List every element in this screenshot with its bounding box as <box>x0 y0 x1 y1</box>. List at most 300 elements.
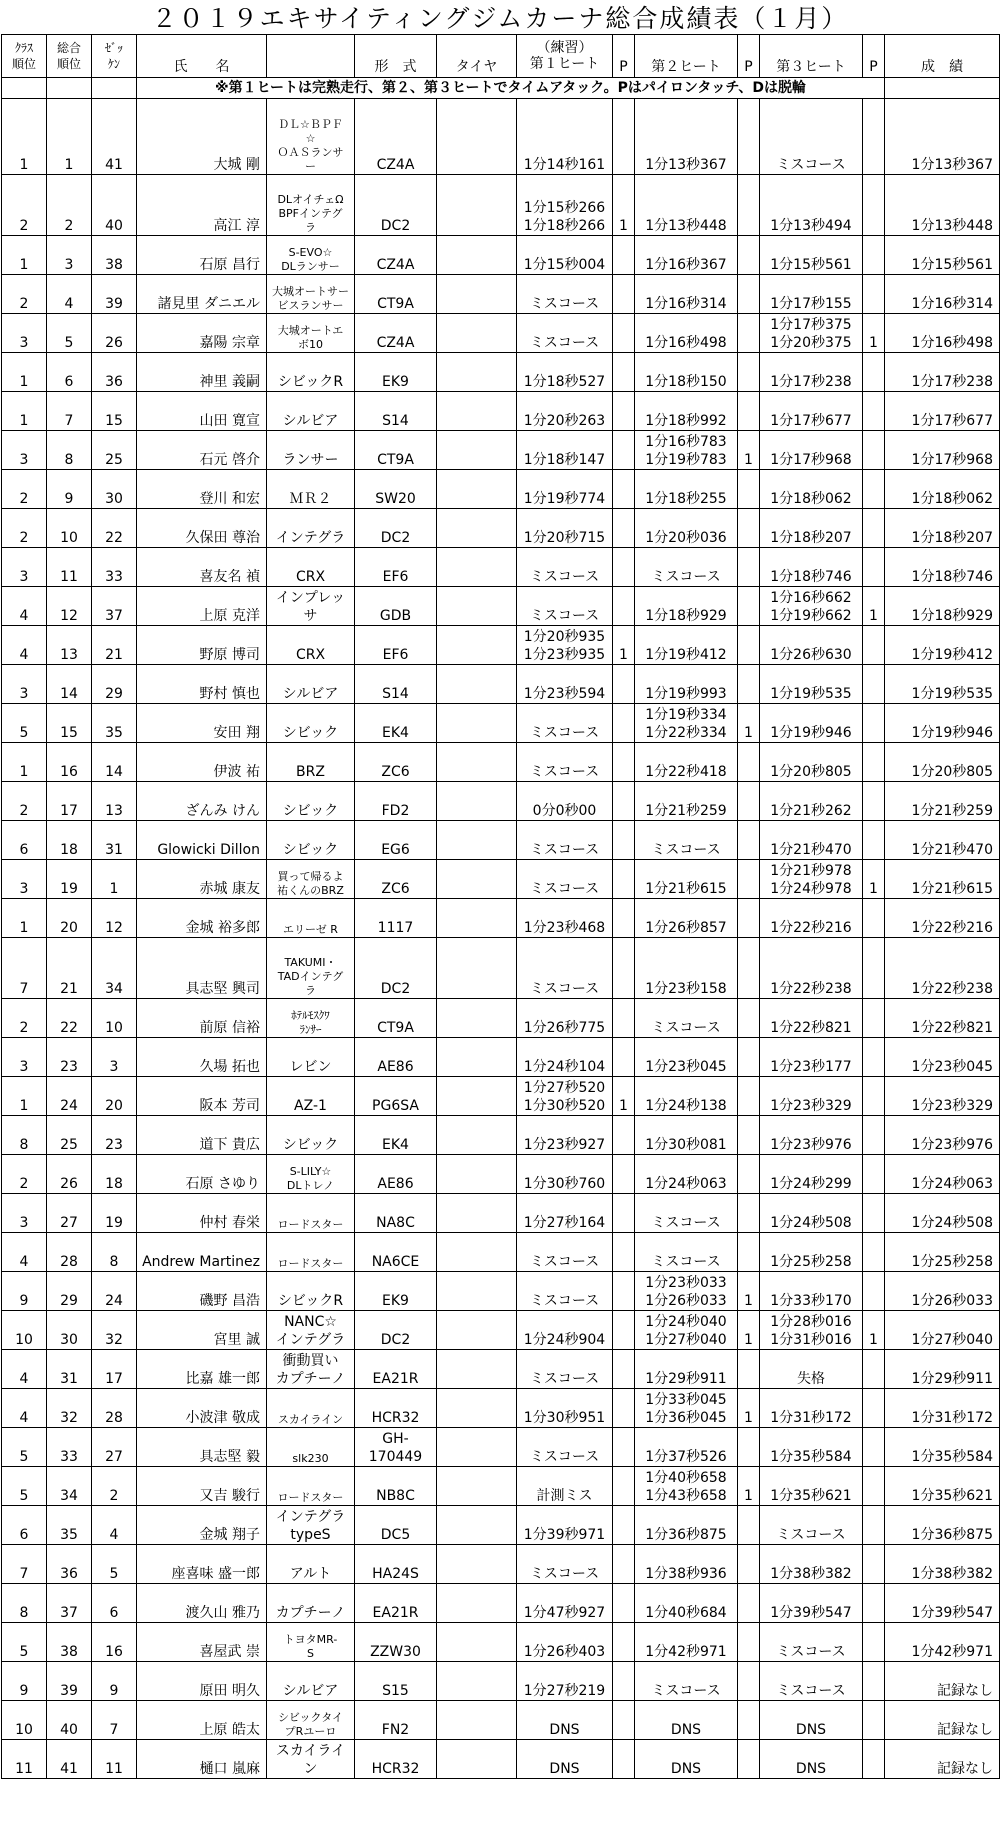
class-rank-cell: 10 <box>2 1311 47 1350</box>
result-cell: 記録なし <box>885 1662 1000 1701</box>
pylon3-cell <box>863 1701 885 1740</box>
header-p2: P <box>738 35 760 78</box>
note-spacer-2 <box>47 78 92 99</box>
heat3-cell <box>760 1506 863 1545</box>
car-number-cell: 37 <box>92 587 137 626</box>
tire-cell <box>437 1038 517 1077</box>
heat2-cell <box>635 1350 738 1389</box>
table-row <box>2 1194 1000 1233</box>
team-car-cell-line: CRX <box>295 647 326 663</box>
pylon1-cell <box>613 1506 635 1545</box>
result-cell: 1分16秒498 <box>885 314 1000 353</box>
pylon1-cell <box>613 821 635 860</box>
overall-rank-cell: 34 <box>47 1467 92 1506</box>
driver-name-cell: 喜友名 禎 <box>137 548 267 587</box>
pylon1-cell <box>613 1038 635 1077</box>
team-car-cell <box>267 275 355 314</box>
model-code-cell-line: HCR32 <box>371 1761 420 1777</box>
driver-name-cell: 阪本 芳司 <box>137 1077 267 1116</box>
heat1-cell <box>517 236 613 275</box>
car-number-cell: 20 <box>92 1077 137 1116</box>
header-model: 形 式 <box>355 35 437 78</box>
heat1-cell-line: 1分27秒164 <box>523 1215 606 1231</box>
heat1-cell <box>517 1740 613 1779</box>
team-car-cell <box>267 392 355 431</box>
table-row <box>2 1155 1000 1194</box>
driver-name-cell: 比嘉 雄一郎 <box>137 1350 267 1389</box>
heat3-cell <box>760 587 863 626</box>
overall-rank-cell: 4 <box>47 275 92 314</box>
heat2-cell-line: 1分21秒615 <box>645 881 727 897</box>
heat2-cell <box>635 1077 738 1116</box>
heat3-cell-line: 1分33秒170 <box>770 1293 852 1309</box>
result-cell: 1分42秒971 <box>885 1623 1000 1662</box>
tire-cell <box>437 99 517 175</box>
table-row <box>2 1428 1000 1467</box>
heat3-cell-line: 1分20秒375 <box>770 335 852 351</box>
model-code-cell-line: GH- <box>382 1431 409 1447</box>
heat2-cell <box>635 782 738 821</box>
overall-rank-cell: 26 <box>47 1155 92 1194</box>
pylon2-cell <box>738 1428 760 1467</box>
heat3-cell-line: 1分16秒662 <box>770 590 852 606</box>
model-code-cell <box>355 236 437 275</box>
team-car-cell <box>267 1311 355 1350</box>
team-car-cell-line: ロードスター <box>277 1257 344 1270</box>
page-title: ２０１９エキサイティングジムカーナ総合成績表（１月） <box>151 4 849 33</box>
class-rank-cell: 1 <box>2 743 47 782</box>
table-row <box>2 1740 1000 1779</box>
model-code-cell-line: HCR32 <box>371 1410 420 1426</box>
heat2-cell-line: 1分18秒255 <box>645 491 727 507</box>
pylon1-cell <box>613 1584 635 1623</box>
heat1-cell-line: 1分26秒775 <box>523 1020 606 1036</box>
team-car-cell-line: 買って帰るよ <box>277 870 344 883</box>
heat2-cell-line: DNS <box>670 1722 702 1738</box>
pylon1-cell <box>613 99 635 175</box>
model-code-cell <box>355 938 437 999</box>
team-car-cell <box>267 1077 355 1116</box>
team-car-cell-line: シルビア <box>282 413 339 429</box>
driver-name-cell: 伊波 祐 <box>137 743 267 782</box>
team-car-cell <box>267 782 355 821</box>
pylon1-cell <box>613 1428 635 1467</box>
overall-rank-cell: 36 <box>47 1545 92 1584</box>
heat2-cell-line: ミスコース <box>651 1683 721 1699</box>
overall-rank-cell: 37 <box>47 1584 92 1623</box>
note-spacer-1 <box>2 78 47 99</box>
pylon1-cell <box>613 999 635 1038</box>
overall-rank-cell: 9 <box>47 470 92 509</box>
class-rank-cell: 5 <box>2 1428 47 1467</box>
result-cell: 1分19秒412 <box>885 626 1000 665</box>
heat1-cell-line: ミスコース <box>529 608 600 624</box>
tire-cell <box>437 1350 517 1389</box>
heat3-cell <box>760 665 863 704</box>
heat1-cell <box>517 821 613 860</box>
overall-rank-cell: 27 <box>47 1194 92 1233</box>
result-cell: 1分23秒329 <box>885 1077 1000 1116</box>
pylon2-cell <box>738 1194 760 1233</box>
model-code-cell <box>355 1155 437 1194</box>
car-number-cell: 5 <box>92 1545 137 1584</box>
team-car-cell-line: シビックタイ <box>277 1711 344 1724</box>
model-code-cell <box>355 1350 437 1389</box>
overall-rank-cell: 28 <box>47 1233 92 1272</box>
header-class-rank: ｸﾗｽ 順位 <box>2 35 47 78</box>
tire-cell <box>437 353 517 392</box>
heat3-cell <box>760 1740 863 1779</box>
model-code-cell <box>355 704 437 743</box>
pylon2-cell <box>738 99 760 175</box>
tire-cell <box>437 821 517 860</box>
header-heat2: 第２ヒート <box>635 35 738 78</box>
model-code-cell <box>355 1389 437 1428</box>
heat2-cell <box>635 548 738 587</box>
overall-rank-cell: 1 <box>47 99 92 175</box>
result-cell: 1分13秒367 <box>885 99 1000 175</box>
class-rank-cell: 2 <box>2 999 47 1038</box>
team-car-cell-line: ランサー <box>282 452 339 468</box>
heat1-cell <box>517 1350 613 1389</box>
heat2-cell <box>635 626 738 665</box>
heat2-cell <box>635 236 738 275</box>
heat1-cell <box>517 1194 613 1233</box>
class-rank-cell: 6 <box>2 821 47 860</box>
team-car-cell-line: ン <box>303 1761 318 1777</box>
heat3-cell-line: 1分28秒016 <box>770 1314 852 1330</box>
tire-cell <box>437 999 517 1038</box>
heat3-cell <box>760 236 863 275</box>
heat1-cell <box>517 509 613 548</box>
team-car-cell-line: BRZ <box>296 764 325 780</box>
pylon1-cell <box>613 1194 635 1233</box>
team-car-cell <box>267 1701 355 1740</box>
model-code-cell <box>355 175 437 236</box>
heat1-cell <box>517 938 613 999</box>
heat3-cell <box>760 99 863 175</box>
heat3-cell <box>760 1155 863 1194</box>
table-row <box>2 1233 1000 1272</box>
model-code-cell <box>355 821 437 860</box>
model-code-cell-line: S14 <box>382 413 409 429</box>
heat1-cell <box>517 1116 613 1155</box>
heat3-cell <box>760 626 863 665</box>
heat2-cell-line: 1分19秒334 <box>645 707 727 723</box>
result-cell: 1分36秒875 <box>885 1506 1000 1545</box>
tire-cell <box>437 1506 517 1545</box>
heat2-cell <box>635 999 738 1038</box>
car-number-cell: 18 <box>92 1155 137 1194</box>
pylon2-cell: 1 <box>738 1389 760 1428</box>
result-cell: 1分19秒535 <box>885 665 1000 704</box>
pylon3-cell <box>863 1428 885 1467</box>
team-car-cell <box>267 1506 355 1545</box>
heat1-cell-line: 計測ミス <box>536 1488 593 1504</box>
heat2-cell-line: 1分16秒367 <box>645 257 727 273</box>
team-car-cell-line: slk230 <box>292 1452 329 1465</box>
heat2-cell <box>635 938 738 999</box>
model-code-cell <box>355 1038 437 1077</box>
tire-cell <box>437 1116 517 1155</box>
driver-name-cell: 野原 博司 <box>137 626 267 665</box>
team-car-cell-line: ﾎﾃﾙﾓｽｸﾜ <box>291 1009 330 1022</box>
heat1-cell <box>517 1623 613 1662</box>
overall-rank-cell: 38 <box>47 1623 92 1662</box>
pylon1-cell <box>613 1701 635 1740</box>
heat3-cell-line: 1分18秒207 <box>770 530 852 546</box>
heat3-cell-line: 1分23秒329 <box>770 1098 852 1114</box>
heat2-cell <box>635 1233 738 1272</box>
team-car-cell <box>267 626 355 665</box>
car-number-cell: 9 <box>92 1662 137 1701</box>
pylon3-cell <box>863 1467 885 1506</box>
header-heat3: 第３ヒート <box>760 35 863 78</box>
header-number: ｾﾞｯ ｹﾝ <box>92 35 137 78</box>
heat3-cell <box>760 1233 863 1272</box>
heat1-cell-line: 0分0秒00 <box>532 803 597 819</box>
heat3-cell <box>760 899 863 938</box>
heat3-cell-line: ミスコース <box>776 1683 846 1699</box>
tire-cell <box>437 236 517 275</box>
heat3-cell-line: 1分24秒508 <box>770 1215 852 1231</box>
tire-cell <box>437 470 517 509</box>
heat3-cell <box>760 860 863 899</box>
table-row <box>2 392 1000 431</box>
heat1-cell <box>517 1077 613 1116</box>
heat2-cell <box>635 1272 738 1311</box>
overall-rank-cell: 16 <box>47 743 92 782</box>
heat1-cell <box>517 548 613 587</box>
heat2-cell-line: ミスコース <box>651 1215 721 1231</box>
heat2-cell-line: 1分19秒783 <box>645 452 727 468</box>
model-code-cell-line: AE86 <box>377 1176 414 1192</box>
heat1-cell-line: ミスコース <box>529 842 600 858</box>
table-row <box>2 353 1000 392</box>
class-rank-cell: 10 <box>2 1701 47 1740</box>
pylon2-cell: 1 <box>738 431 760 470</box>
heat1-cell-line: 1分18秒147 <box>523 452 606 468</box>
heat3-cell-line: 1分21秒262 <box>770 803 852 819</box>
result-cell: 1分18秒062 <box>885 470 1000 509</box>
driver-name-cell: 道下 貴広 <box>137 1116 267 1155</box>
car-number-cell: 35 <box>92 704 137 743</box>
note-text: ※第１ヒートは完熟走行、第２、第３ヒートでタイムアタック。Pはパイロンタッチ、Dは脱輪 <box>137 78 885 99</box>
heat2-cell <box>635 1584 738 1623</box>
heat2-cell-line: 1分16秒783 <box>645 434 727 450</box>
heat3-cell-line: 1分26秒630 <box>770 647 852 663</box>
driver-name-cell: 金城 裕多郎 <box>137 899 267 938</box>
overall-rank-cell: 39 <box>47 1662 92 1701</box>
team-car-cell-line: S-EVO☆ <box>288 246 333 259</box>
pylon2-cell: 1 <box>738 1311 760 1350</box>
tire-cell <box>437 1155 517 1194</box>
model-code-cell <box>355 899 437 938</box>
team-car-cell <box>267 1272 355 1311</box>
model-code-cell <box>355 782 437 821</box>
heat1-cell-line: 1分14秒161 <box>523 157 606 173</box>
model-code-cell <box>355 99 437 175</box>
team-car-cell-line: ☆ <box>305 132 316 145</box>
class-rank-cell: 3 <box>2 314 47 353</box>
tire-cell <box>437 587 517 626</box>
heat2-cell-line: 1分23秒033 <box>645 1275 727 1291</box>
result-cell: 1分17秒968 <box>885 431 1000 470</box>
driver-name-cell: 久場 拓也 <box>137 1038 267 1077</box>
class-rank-cell: 11 <box>2 1740 47 1779</box>
heat3-cell <box>760 509 863 548</box>
class-rank-cell: 8 <box>2 1116 47 1155</box>
team-car-cell-line: シビックR <box>277 374 344 390</box>
overall-rank-cell: 23 <box>47 1038 92 1077</box>
class-rank-cell: 4 <box>2 1350 47 1389</box>
heat3-cell <box>760 938 863 999</box>
table-row <box>2 1662 1000 1701</box>
heat2-cell-line: 1分18秒150 <box>645 374 727 390</box>
tire-cell <box>437 548 517 587</box>
heat3-cell <box>760 1389 863 1428</box>
car-number-cell: 26 <box>92 314 137 353</box>
heat2-cell-line: 1分16秒314 <box>645 296 727 312</box>
model-code-cell <box>355 275 437 314</box>
team-car-cell-line: S <box>307 1647 314 1660</box>
heat3-cell-line: 1分22秒216 <box>770 920 852 936</box>
car-number-cell: 16 <box>92 1623 137 1662</box>
heat1-cell-line: ミスコース <box>529 1371 600 1387</box>
model-code-cell-line: CT9A <box>377 452 414 468</box>
team-car-cell <box>267 175 355 236</box>
class-rank-cell: 5 <box>2 1623 47 1662</box>
team-car-cell-line: ＭＲ２ <box>289 491 332 507</box>
result-cell: 1分38秒382 <box>885 1545 1000 1584</box>
heat2-cell <box>635 1662 738 1701</box>
heat3-cell-line: 1分18秒746 <box>770 569 852 585</box>
result-cell: 1分22秒216 <box>885 899 1000 938</box>
overall-rank-cell: 24 <box>47 1077 92 1116</box>
heat1-cell-line: 1分20秒263 <box>523 413 606 429</box>
heat1-cell-line: 1分23秒935 <box>523 647 606 663</box>
heat1-cell <box>517 392 613 431</box>
team-car-cell <box>267 704 355 743</box>
heat1-cell <box>517 314 613 353</box>
overall-rank-cell: 5 <box>47 314 92 353</box>
heat3-cell <box>760 1701 863 1740</box>
pylon2-cell <box>738 314 760 353</box>
heat3-cell-line: 1分19秒535 <box>770 686 852 702</box>
heat1-cell-line: ミスコース <box>529 296 600 312</box>
model-code-cell <box>355 1272 437 1311</box>
heat1-cell-line: 1分30秒520 <box>523 1098 606 1114</box>
result-cell: 1分23秒045 <box>885 1038 1000 1077</box>
class-rank-cell: 1 <box>2 1077 47 1116</box>
pylon1-cell <box>613 392 635 431</box>
pylon3-cell <box>863 431 885 470</box>
heat3-cell-line: 1分23秒177 <box>770 1059 852 1075</box>
heat3-cell-line: 1分17秒375 <box>770 317 852 333</box>
heat3-cell-line: DNS <box>795 1761 827 1777</box>
pylon3-cell <box>863 1545 885 1584</box>
heat1-cell <box>517 1272 613 1311</box>
class-rank-cell: 5 <box>2 1467 47 1506</box>
car-number-cell: 27 <box>92 1428 137 1467</box>
heat1-cell-line: 1分24秒904 <box>523 1332 606 1348</box>
heat3-cell-line: 1分18秒062 <box>770 491 852 507</box>
heat2-cell-line: 1分18秒992 <box>645 413 727 429</box>
pylon2-cell <box>738 938 760 999</box>
heat2-cell-line: 1分24秒138 <box>645 1098 727 1114</box>
heat2-cell-line: 1分33秒045 <box>645 1392 727 1408</box>
heat3-cell-line: 1分35秒621 <box>770 1488 852 1504</box>
heat1-cell-line: 1分18秒527 <box>523 374 606 390</box>
pylon3-cell <box>863 1623 885 1662</box>
heat1-cell <box>517 1506 613 1545</box>
team-car-cell-line: プRユーロ <box>284 1725 337 1738</box>
note-spacer-3 <box>92 78 137 99</box>
tire-cell <box>437 1740 517 1779</box>
heat1-cell-line: DNS <box>549 1722 580 1738</box>
pylon3-cell <box>863 548 885 587</box>
result-cell: 1分31秒172 <box>885 1389 1000 1428</box>
team-car-cell-line: アルト <box>289 1566 332 1582</box>
tire-cell <box>437 1077 517 1116</box>
heat3-cell <box>760 821 863 860</box>
overall-rank-cell: 29 <box>47 1272 92 1311</box>
pylon3-cell <box>863 1155 885 1194</box>
pylon2-cell: 1 <box>738 1467 760 1506</box>
table-row <box>2 99 1000 175</box>
driver-name-cell: 具志堅 興司 <box>137 938 267 999</box>
table-row <box>2 1623 1000 1662</box>
pylon3-cell <box>863 470 885 509</box>
team-car-cell-line: ＤＬ☆ＢＰＦ <box>278 118 343 131</box>
team-car-cell-line: カプチーノ <box>275 1371 346 1387</box>
tire-cell <box>437 1194 517 1233</box>
pylon2-cell <box>738 392 760 431</box>
driver-name-cell: 具志堅 毅 <box>137 1428 267 1467</box>
car-number-cell: 11 <box>92 1740 137 1779</box>
car-number-cell: 3 <box>92 1038 137 1077</box>
pylon1-cell <box>613 548 635 587</box>
pylon3-cell: 1 <box>863 314 885 353</box>
heat2-cell <box>635 314 738 353</box>
pylon3-cell <box>863 1272 885 1311</box>
model-code-cell <box>355 470 437 509</box>
team-car-cell-line: シビック <box>282 725 339 741</box>
team-car-cell <box>267 431 355 470</box>
result-cell: 記録なし <box>885 1701 1000 1740</box>
tire-cell <box>437 1467 517 1506</box>
table-row <box>2 1545 1000 1584</box>
heat1-cell <box>517 1545 613 1584</box>
heat1-cell <box>517 175 613 236</box>
pylon3-cell <box>863 175 885 236</box>
class-rank-cell: 9 <box>2 1272 47 1311</box>
heat3-cell-line: 1分24秒978 <box>770 881 852 897</box>
model-code-cell-line: ZZW30 <box>370 1644 421 1660</box>
car-number-cell: 41 <box>92 99 137 175</box>
header-heat1: （練習） 第１ヒート <box>517 35 613 78</box>
team-car-cell-line: シビック <box>282 803 339 819</box>
table-row <box>2 1506 1000 1545</box>
heat1-cell-line: 1分30秒951 <box>523 1410 606 1426</box>
overall-rank-cell: 10 <box>47 509 92 548</box>
team-car-cell-line: シビックR <box>277 1293 344 1309</box>
team-car-cell <box>267 1194 355 1233</box>
class-rank-cell: 1 <box>2 99 47 175</box>
pylon3-cell <box>863 1506 885 1545</box>
model-code-cell-line: PG6SA <box>372 1098 419 1114</box>
pylon1-cell <box>613 587 635 626</box>
